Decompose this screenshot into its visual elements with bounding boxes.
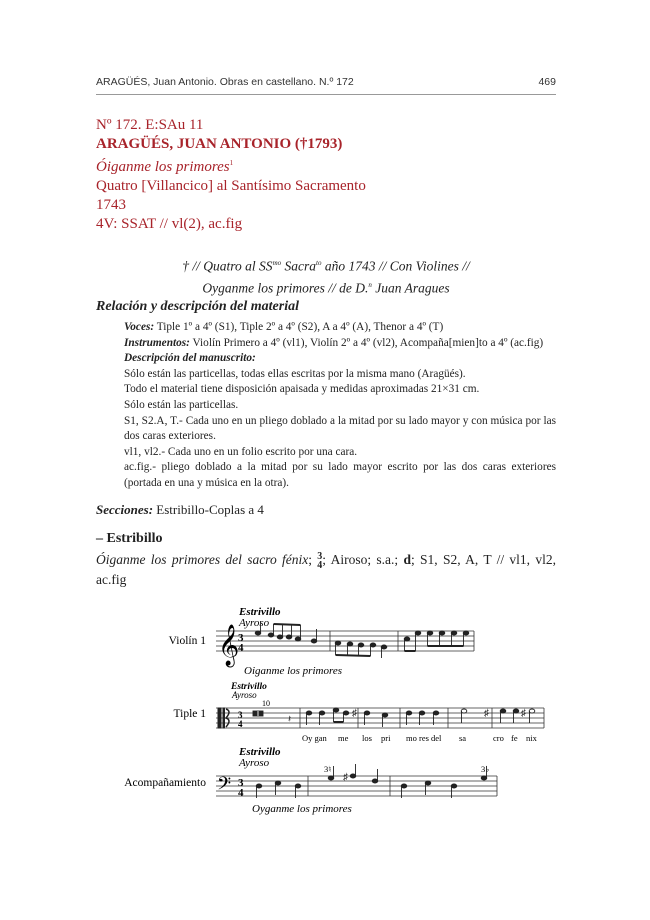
desc-line: S1, S2.A, T.- Cada uno en un pliego doblado a la mitad por su lado mayor y con música por las dos caras exteriores. (124, 414, 556, 443)
instrumentos-label: Instrumentos: (124, 336, 190, 349)
tiple-tempo-sub: Ayroso (232, 690, 257, 700)
voces-text: Tiple 1º a 4º (S1), Tiple 2º a 4º (S2), A a 4º (A), Thenor a 4º (T) (154, 321, 444, 333)
violin-tempo: Estrivillo (239, 606, 281, 618)
page-number: 469 (538, 76, 556, 88)
desc-line: vl1, vl2.- Cada uno en un folio escrito por una cara. (124, 445, 358, 458)
entry-number: Nº 172. E:SAu 11 (96, 117, 204, 133)
running-header (96, 76, 556, 88)
desc-line: Sólo están las particellas, todas ellas escritas por la misma mano (Aragüés). (124, 367, 466, 380)
sharp-icon: ♯ (521, 708, 526, 719)
estribillo-text: ; Airoso; s.a.; (322, 552, 404, 567)
secciones-line (96, 502, 264, 518)
acomp-tempo-sub: Ayroso (239, 757, 270, 769)
tiple-lyrics (302, 733, 538, 743)
figured-bass: 3♭ (481, 764, 490, 774)
footnote-mark: 1 (229, 159, 234, 167)
estribillo-description: Óiganme los primores del sacro fénix; 3 4; Airoso; s.a.; d; S1, S2, A, T // vl1, vl2, ac.fig (96, 550, 556, 587)
scoring: 4V: SSAT // vl(2), ac.fig (96, 216, 243, 232)
source-title-part: Oyganme los primores // de D. (202, 280, 369, 295)
time-sig-top: 3 (238, 632, 244, 644)
desc-line: Todo el material tiene disposición apaisada y medidas aproximadas 21×31 cm. (124, 383, 480, 396)
acomp-label: Acompañamiento (124, 777, 206, 789)
bass-clef-icon: 𝄢 (217, 773, 232, 798)
time-sig-top: 3 (238, 777, 244, 789)
tiple-staff-lines (216, 708, 544, 728)
voces-label: Voces: (124, 321, 155, 333)
time-sig-bottom: 4 (238, 642, 244, 654)
lyric-syllable: me (338, 733, 349, 743)
rest-icon: 𝄽 (288, 714, 292, 725)
source-title (96, 254, 556, 297)
acomp-tempo: Estrivillo (239, 746, 281, 758)
source-title-part: † // Quatro al SS (182, 258, 273, 274)
material-description (124, 320, 556, 492)
acomp-incipit-text: Oyganme los primores (252, 803, 352, 815)
treble-clef-icon: 𝄞 (218, 625, 240, 665)
sharp-icon: ♯ (484, 708, 489, 719)
violin-system (169, 606, 474, 677)
violin-label: Violín 1 (168, 635, 206, 647)
figured-bass: 3♮ (324, 764, 332, 774)
source-title-part: Sacra (281, 258, 316, 274)
voces-line (124, 320, 556, 336)
genre: Quatro [Villancico] al Santísimo Sacramento (96, 178, 366, 194)
year: 1743 (96, 197, 126, 213)
acomp-system (124, 746, 497, 815)
violin-incipit-text: Oiganme los primores (244, 665, 342, 677)
estribillo-heading: – Estribillo (96, 531, 163, 546)
desc-line: ac.fig.- pliego doblado a la mitad por su lado mayor escrito por las dos caras exteriores (portada en una y música en la otra). (124, 461, 556, 489)
source-title-part: Juan Aragues (371, 280, 450, 295)
source-title-sup: n (368, 280, 372, 289)
violin-notes (255, 621, 469, 658)
violin-staff-lines (216, 631, 474, 651)
estribillo-incipit: Óiganme los primores del sacro fénix (96, 552, 309, 567)
acomp-notes (256, 764, 490, 798)
source-title-sup: to (316, 259, 322, 267)
instrumentos-text: Violín Primero a 4º (vl1), Violín 2º a 4º (vl2), Acompaña[mien]to a 4º (ac.fig) (189, 336, 544, 349)
estribillo-key: d (403, 552, 411, 567)
measure-number: 10 (262, 699, 270, 708)
instrumentos-line (124, 336, 556, 352)
meter-bottom: 4 (317, 559, 323, 571)
work-title (96, 154, 366, 177)
source-title-sup: mo (272, 259, 282, 267)
lyric-syllable: pri (381, 733, 391, 743)
acomp-staff-lines (216, 776, 497, 796)
tiple-tempo: Estrivillo (231, 682, 267, 692)
tiple-system (174, 682, 545, 743)
time-sig-top: 3 (238, 710, 243, 720)
lyric-syllable: fe (511, 733, 518, 743)
sharp-icon: ♯ (343, 772, 348, 783)
lyric-syllable: cro (493, 733, 504, 743)
time-sig-bottom: 4 (238, 719, 243, 729)
header-rule (96, 94, 556, 95)
lyric-syllable: sa (459, 733, 467, 743)
running-title: ARAGÜÉS, Juan Antonio. Obras en castellano. N.º 172 (96, 76, 354, 88)
tiple-label: Tiple 1 (173, 708, 206, 720)
secciones-label: Secciones: (96, 502, 154, 517)
sharp-icon: ♯ (352, 708, 357, 719)
time-sig-bottom: 4 (238, 787, 244, 799)
secciones-text: Estribillo-Coplas a 4 (153, 502, 264, 517)
tiple-notes (253, 708, 535, 727)
source-title-part: año 1743 // Con Violines // (321, 258, 470, 274)
lyric-syllable: los (362, 733, 372, 743)
lyric-syllable: Oy gan (302, 733, 327, 743)
meter-top: 3 (317, 550, 323, 562)
tiple-clef-icon (218, 708, 229, 728)
estribillo-text: ; S1, S2, A, T // vl1, vl2, ac.fig (96, 552, 556, 587)
entry-title-block (96, 116, 366, 234)
material-heading: Relación y descripción del material (96, 299, 299, 314)
violin-tempo-sub: Ayroso (239, 617, 270, 629)
lyric-syllable: mo res del (406, 733, 442, 743)
lyric-syllable: nix (526, 733, 537, 743)
composer: ARAGÜÉS, JUAN ANTONIO (†1793) (96, 136, 343, 152)
work-title-text: Óiganme los primores (96, 159, 230, 175)
descripcion-label: Descripción del manuscrito: (124, 352, 256, 365)
desc-line: Sólo están las particellas. (124, 398, 239, 411)
